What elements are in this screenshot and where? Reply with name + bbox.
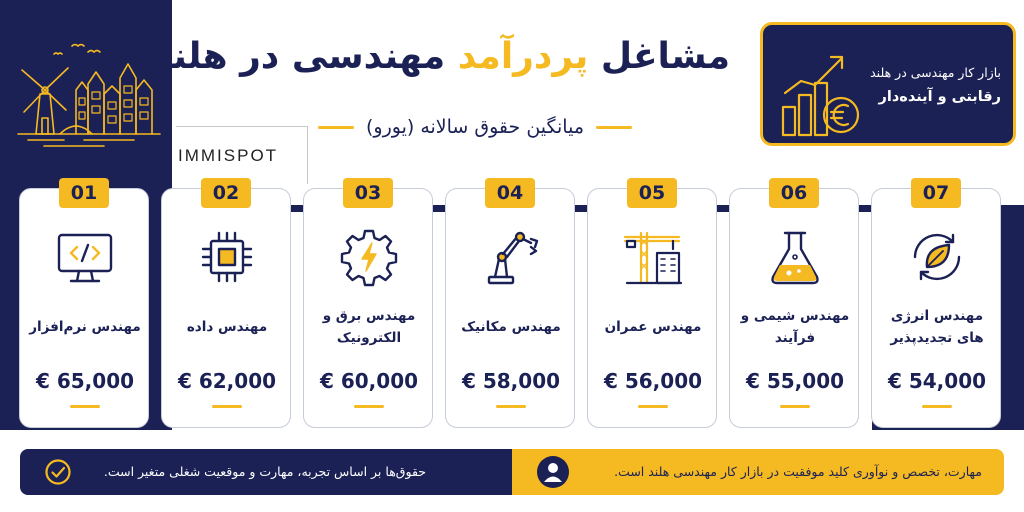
title-accent: پردرآمد [457, 36, 589, 77]
microchip-icon [197, 227, 257, 287]
job-title: مهندس برق و الکترونیک [322, 308, 416, 346]
job-salary: € 65,000 [35, 369, 135, 393]
job-salary: € 62,000 [177, 369, 277, 393]
job-salary: € 60,000 [319, 369, 419, 393]
subtitle-dash-left [318, 126, 354, 129]
badge-line-2: رقابتی و آینده‌دار [878, 89, 1001, 105]
job-card [19, 188, 149, 428]
job-card [445, 188, 575, 428]
card-number: 02 [201, 178, 251, 208]
job-card [587, 188, 717, 428]
card-number: 06 [769, 178, 819, 208]
logo: IMMISPOT [178, 146, 279, 165]
monitor-code-icon [55, 227, 115, 287]
card-dash [922, 405, 952, 408]
job-title: مهندس عمران [604, 319, 702, 335]
card-number: 04 [485, 178, 535, 208]
card-dash [354, 405, 384, 408]
job-title: مهندس انرژی های تجدیدپذیر [890, 308, 984, 346]
footer-note-right [512, 449, 1004, 495]
title-suffix: مهندسی در هلند [152, 36, 446, 77]
job-salary: € 58,000 [461, 369, 561, 393]
card-dash [70, 405, 100, 408]
card-dash [638, 405, 668, 408]
footer-note-left [20, 449, 512, 495]
amsterdam-skyline-icon [14, 38, 162, 150]
market-badge [760, 22, 1016, 146]
gear-bolt-icon [339, 227, 399, 287]
job-card [161, 188, 291, 428]
crane-building-icon [623, 227, 683, 287]
job-card [729, 188, 859, 428]
job-card [871, 188, 1001, 428]
page-title [152, 36, 730, 88]
footer-right-text: مهارت، تخصص و نوآوری کلید موفقیت در بازار کار مهندسی هلند است. [614, 464, 982, 479]
leaf-cycle-icon [907, 227, 967, 287]
card-dash [212, 405, 242, 408]
job-title: مهندس نرم‌افزار [29, 319, 141, 335]
card-number: 07 [911, 178, 961, 208]
robot-arm-icon [481, 227, 541, 287]
job-salary: € 55,000 [745, 369, 845, 393]
footer-left-text: حقوق‌ها بر اساس تجربه، مهارت و موقعیت شغلی متغیر است. [103, 464, 426, 479]
job-card [303, 188, 433, 428]
badge-line-1: بازار کار مهندسی در هلند [870, 65, 1001, 80]
flask-icon [765, 227, 825, 287]
card-number: 03 [343, 178, 393, 208]
title-prefix: مشاغل [600, 36, 730, 77]
card-dash [780, 405, 810, 408]
check-circle-icon [44, 458, 72, 486]
card-number: 01 [59, 178, 109, 208]
subtitle-dash-right [596, 126, 632, 129]
user-circle-icon [536, 455, 570, 489]
job-title: مهندس شیمی و فرآیند [740, 308, 850, 346]
subtitle: میانگین حقوق سالانه (یورو) [366, 116, 585, 138]
job-title: مهندس مکانیک [461, 319, 561, 335]
job-salary: € 56,000 [603, 369, 703, 393]
growth-chart-euro-icon [779, 43, 863, 139]
card-number: 05 [627, 178, 677, 208]
subtitle-row [300, 112, 650, 142]
card-dash [496, 405, 526, 408]
job-title: مهندس داده [186, 319, 268, 335]
job-salary: € 54,000 [887, 369, 987, 393]
